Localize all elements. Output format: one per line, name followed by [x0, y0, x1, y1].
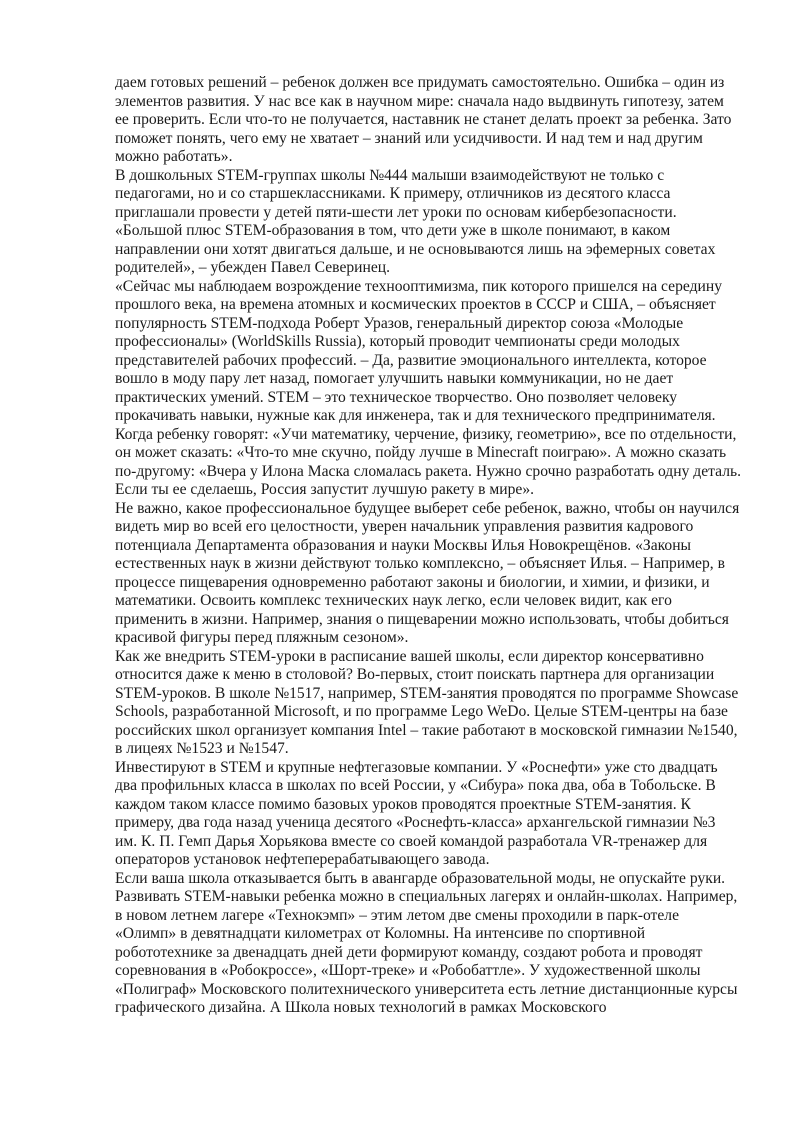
paragraph-1: даем готовых решений – ребенок должен все придумать самостоятельно. Ошибка – один из элементов развития. У нас все как в научном мире: сначала надо выдвинуть гипотезу, затем ее проверить. Если что-то не получается, наставник не станет делать проект за ребенка. Зато поможет понять, чего ему не хватает – знаний или усидчивости. И над тем и над другим можно работать».	[115, 74, 732, 165]
paragraph-7: Если ваша школа отказывается быть в авангарде образовательной моды, не опускайте руки. Развивать STEM-навыки ребенка можно в специальных лагерях и онлайн-школах. Например, в новом летнем лагере «Технокэмп» – этим летом две смены проходили в парк-отеле «Олимп» в девятнадцати километрах от Коломны. На интенсиве по спортивной робототехнике за двенадцать дней дети формируют команду, создают робота и проводят соревнования в «Робокроссе», «Шорт-треке» и «Робобаттле». У художественной школы «Полиграф» Московского политехнического университета есть летние дистанционные курсы графического дизайна. А Школа новых технологий в рамках Московского	[115, 869, 738, 1016]
paragraph-2: В дошкольных STEM-группах школы №444 малыши взаимодействуют не только с педагогами, но и со старшеклассниками. К примеру, отличников из десятого класса приглашали провести у детей пяти-шести лет уроки по основам кибербезопасности. «Большой плюс STEM-образования в том, что дети уже в школе понимают, в каком направлении они хотят двигаться дальше, и не основываются лишь на эфемерных советах родителей», – убежден Павел Северинец.	[115, 166, 716, 276]
paragraph-4: Не важно, какое профессиональное будущее выберет себе ребенок, важно, чтобы он научился видеть мир во всей его целостности, уверен начальник управления развития кадрового потенциала Департамента образования и науки Москвы Илья Новокрещёнов. «Законы естественных наук в жизни действуют только комплексно, – объясняет Илья. – Например, в процессе пищеварения одновременно работают законы и биологии, и химии, и физики, и математики. Освоить комплекс технических наук легко, если человек видит, как его применить в жизни. Например, знания о пищеварении можно использовать, чтобы добиться красивой фигуры перед пляжным сезоном».	[115, 499, 740, 646]
paragraph-6: Инвестируют в STEM и крупные нефтегазовые компании. У «Роснефти» уже сто двадцать два профильных класса в школах по всей России, у «Сибура» пока два, оба в Тобольске. В каждом таком классе помимо базовых уроков проводятся проектные STEM-занятия. К примеру, два года назад ученица десятого «Роснефть-класса» архангельской гимназии №3 им. К. П. Гемп Дарья Хорьякова вместе со своей командой разработала VR-тренажер для операторов установок нефтеперерабатывающего завода.	[115, 758, 718, 868]
paragraph-3: «Сейчас мы наблюдаем возрождение технооптимизма, пик которого пришелся на середину прошлого века, на времена атомных и космических проектов в СССР и США, – объясняет популярность STEM-подхода Роберт Уразов, генеральный директор союза «Молодые профессионалы» (WorldSkills Russia), который проводит чемпионаты среди молодых представителей рабочих профессий. – Да, развитие эмоционального интеллекта, которое вошло в моду пару лет назад, помогает улучшить навыки коммуникации, но не дает практических умений. STEM – это техническое творчество. Оно позволяет человеку прокачивать навыки, нужные как для инженера, так и для технического предпринимателя. Когда ребенку говорят: «Учи математику, черчение, физику, геометрию», все по отдельности, он может сказать: «Что-то мне скучно, пойду лучше в Minecraft поиграю». А можно сказать по-другому: «Вчера у Илона Маска сломалась ракета. Нужно срочно разработать одну деталь. Если ты ее сделаешь, Россия запустит лучшую ракету в мире».	[115, 277, 741, 498]
document-page	[115, 74, 741, 1018]
paragraph-5: Как же внедрить STEM-уроки в расписание вашей школы, если директор консервативно относится даже к меню в столовой? Во-первых, стоит поискать партнера для организации STEM-уроков. В школе №1517, например, STEM-занятия проводятся по программе Showcase Schools, разработанной Microsoft, и по программе Lego WeDo. Целые STEM-центры на базе российских школ организует компания Intel – такие работают в московской гимназии №1540, в лицеях №1523 и №1547.	[115, 647, 739, 757]
